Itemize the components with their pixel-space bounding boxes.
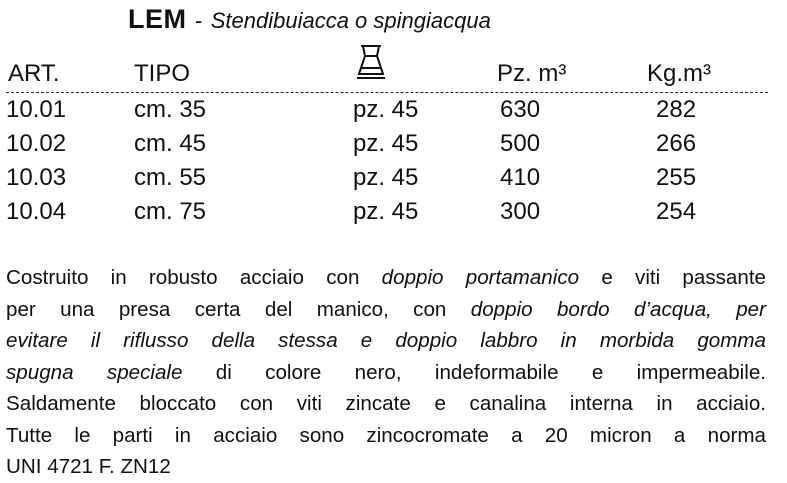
product-description: [6, 262, 766, 483]
pallet-stack-icon: [353, 42, 389, 82]
product-subtitle: Stendibuiacca o spingiacqua: [210, 8, 491, 33]
art-cell: 10.01: [6, 96, 67, 123]
pz-cell: 500: [500, 130, 541, 157]
pz-cell: 630: [500, 96, 541, 123]
kg-cell: 254: [656, 198, 697, 225]
header-tipo: TIPO: [134, 60, 191, 87]
pack-cell: pz. 45: [353, 96, 419, 123]
pack-cell: pz. 45: [353, 198, 419, 225]
kg-cell: 266: [656, 130, 697, 157]
description-line: [6, 420, 766, 452]
header-pz: Pz. m³: [497, 60, 567, 87]
desc-text: Tutte le parti in acciaio sono zincocromate a 20 micron a norma: [6, 423, 766, 447]
desc-text: per una presa certa del manico, con: [6, 297, 471, 321]
header-kg: Kg.m³: [647, 60, 712, 87]
table-row: [0, 130, 787, 164]
desc-emphasis: spugna speciale: [6, 360, 183, 384]
desc-text: Costruito in robusto acciaio con: [6, 266, 382, 289]
description-line: [6, 451, 766, 483]
art-cell: 10.02: [6, 130, 67, 157]
kg-cell: 255: [656, 164, 697, 191]
art-cell: 10.03: [6, 164, 67, 191]
header-divider: [6, 92, 768, 93]
desc-text: Saldamente bloccato con viti zincate e canalina interna in acciaio.: [6, 392, 766, 415]
description-line: [6, 357, 766, 389]
description-line: [6, 294, 766, 326]
pz-cell: 410: [500, 164, 541, 191]
title-separator: -: [194, 8, 203, 33]
header-art: ART.: [8, 60, 60, 87]
kg-cell: 282: [656, 96, 697, 123]
tipo-cell: cm. 35: [134, 96, 207, 123]
desc-text: e viti passante: [579, 266, 767, 289]
page-title: [128, 4, 491, 35]
table-row: [0, 164, 787, 198]
description-line: [6, 262, 766, 294]
desc-emphasis: evitare il riflusso della stessa e doppio labbro in morbida gomma: [6, 329, 766, 352]
desc-text: UNI 4721 F. ZN12: [6, 455, 171, 478]
description-line: [6, 388, 766, 420]
brand-name: LEM: [128, 4, 187, 34]
table-row: [0, 198, 787, 232]
desc-emphasis: doppio portamanico: [381, 266, 580, 289]
tipo-cell: cm. 75: [134, 198, 207, 225]
desc-text: di colore nero, indeformabile e impermeabile.: [182, 360, 766, 384]
table-row: [0, 96, 787, 130]
tipo-cell: cm. 55: [134, 164, 207, 191]
pz-cell: 300: [500, 198, 541, 225]
description-line: [6, 325, 766, 357]
pack-cell: pz. 45: [353, 130, 419, 157]
pack-cell: pz. 45: [353, 164, 419, 191]
desc-emphasis: doppio bordo d’acqua, per: [470, 297, 766, 321]
art-cell: 10.04: [6, 198, 67, 225]
tipo-cell: cm. 45: [134, 130, 207, 157]
